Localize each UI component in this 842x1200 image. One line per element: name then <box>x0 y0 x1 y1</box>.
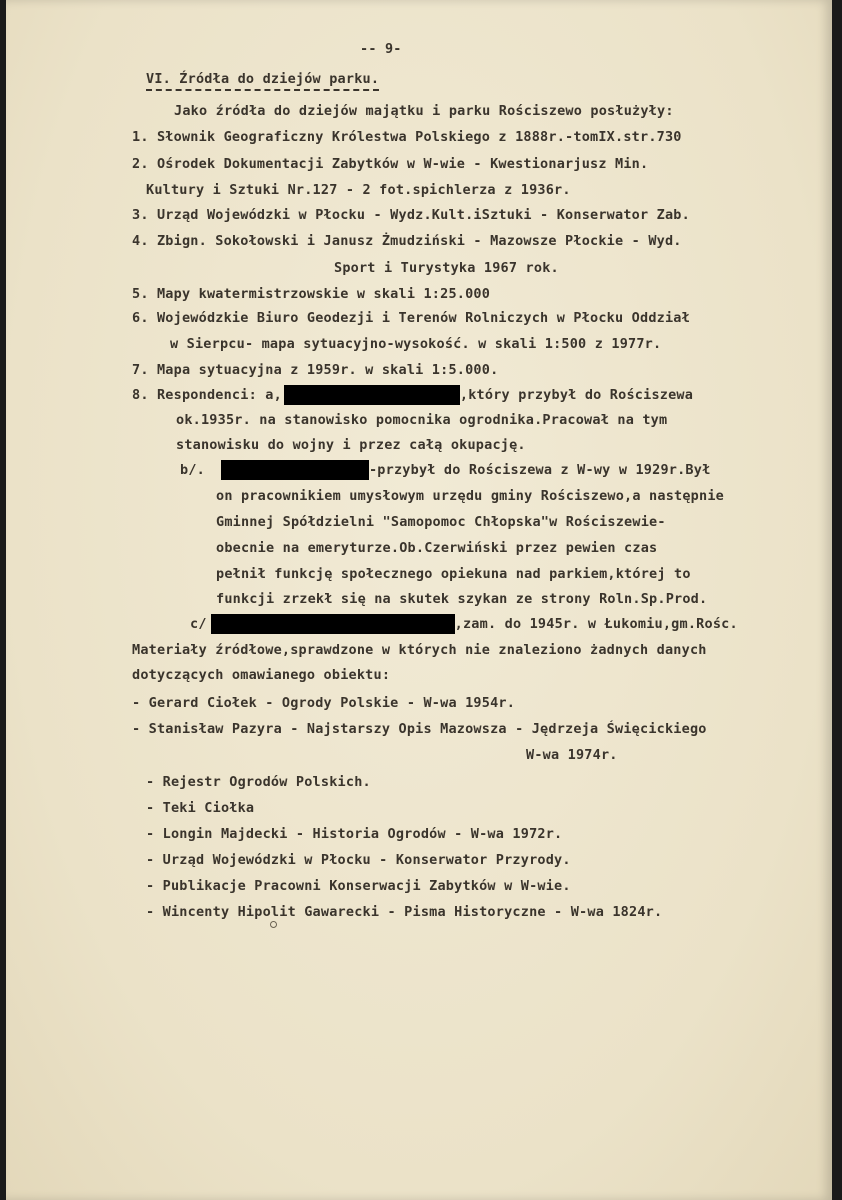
respondent-b-text: Gminnej Spółdzielni "Samopomoc Chłopska"w Rościszewie- <box>216 514 666 530</box>
material-item: - Teki Ciołka <box>146 800 255 816</box>
material-item: - Urząd Wojewódzki w Płocku - Konserwator Przyrody. <box>146 852 571 868</box>
source-item-continuation: Kultury i Sztuki Nr.127 - 2 fot.spichlerza z 1936r. <box>146 182 571 198</box>
respondent-c-label: c/ <box>190 616 207 632</box>
intro-text: Jako źródła do dziejów majątku i parku Rościszewo posłużyły: <box>174 103 674 119</box>
source-item: 4. Zbign. Sokołowski i Janusz Żmudziński - Mazowsze Płockie - Wyd. <box>132 233 682 249</box>
page-number: -- 9- <box>360 41 402 57</box>
respondent-b-text: pełnił funkcję społecznego opiekuna nad parkiem,której to <box>216 566 691 582</box>
source-item: 2. Ośrodek Dokumentacji Zabytków w W-wie - Kwestionarjusz Min. <box>132 156 649 172</box>
respondent-b-text: funkcji zrzekł się na skutek szykan ze strony Roln.Sp.Prod. <box>216 591 708 607</box>
source-item: 1. Słownik Geograficzny Królestwa Polskiego z 1888r.-tomIX.str.730 <box>132 129 682 145</box>
respondent-a-line <box>132 385 693 405</box>
material-item: - Rejestr Ogrodów Polskich. <box>146 774 371 790</box>
respondent-b-label: b/. <box>180 462 205 478</box>
source-item: 6. Wojewódzkie Biuro Geodezji i Terenów Rolniczych w Płocku Oddział <box>132 310 690 326</box>
redaction-bar <box>221 460 369 480</box>
respondent-b-text: on pracownikiem umysłowym urzędu gminy Rościszewo,a następnie <box>216 488 724 504</box>
ink-mark <box>270 921 277 928</box>
source-item-continuation: Sport i Turystyka 1967 rok. <box>334 260 559 276</box>
source-item: 3. Urząd Wojewódzki w Płocku - Wydz.Kult.iSztuki - Konserwator Zab. <box>132 207 690 223</box>
redaction-bar <box>284 385 460 405</box>
source-item-continuation: w Sierpcu- mapa sytuacyjno-wysokość. w skali 1:500 z 1977r. <box>170 336 662 352</box>
respondent-c-text: ,zam. do 1945r. w Łukomiu,gm.Rośc. <box>454 616 738 632</box>
document-page <box>6 0 832 1200</box>
respondent-b-text: -przybył do Rościszewa z W-wy w 1929r.Był <box>368 462 711 478</box>
respondent-c-line <box>190 614 738 634</box>
respondent-b-text: obecnie na emeryturze.Ob.Czerwiński przez pewien czas <box>216 540 658 556</box>
respondent-a-text: ok.1935r. na stanowisko pomocnika ogrodnika.Pracował na tym <box>176 412 668 428</box>
material-item: - Longin Majdecki - Historia Ogrodów - W-wa 1972r. <box>146 826 563 842</box>
materials-intro: Materiały źródłowe,sprawdzone w których nie znaleziono żadnych danych <box>132 642 707 658</box>
redaction-bar <box>211 614 455 634</box>
respondent-a-label: 8. Respondenci: a, <box>132 387 282 403</box>
material-item-continuation: W-wa 1974r. <box>526 747 618 763</box>
respondent-b-line <box>180 460 710 480</box>
source-item: 7. Mapa sytuacyjna z 1959r. w skali 1:5.000. <box>132 362 499 378</box>
material-item: - Wincenty Hipolit Gawarecki - Pisma Historyczne - W-wa 1824r. <box>146 904 663 920</box>
material-item: - Stanisław Pazyra - Najstarszy Opis Mazowsza - Jędrzeja Święcickiego <box>132 721 707 737</box>
source-item: 5. Mapy kwatermistrzowskie w skali 1:25.000 <box>132 286 491 302</box>
section-heading: VI. Źródła do dziejów parku. <box>146 70 379 91</box>
material-item: - Publikacje Pracowni Konserwacji Zabytków w W-wie. <box>146 878 571 894</box>
respondent-a-text: ,który przybył do Rościszewa <box>459 387 694 403</box>
materials-intro: dotyczących omawianego obiektu: <box>132 667 391 683</box>
material-item: - Gerard Ciołek - Ogrody Polskie - W-wa 1954r. <box>132 695 516 711</box>
respondent-a-text: stanowisku do wojny i przez całą okupację. <box>176 437 526 453</box>
